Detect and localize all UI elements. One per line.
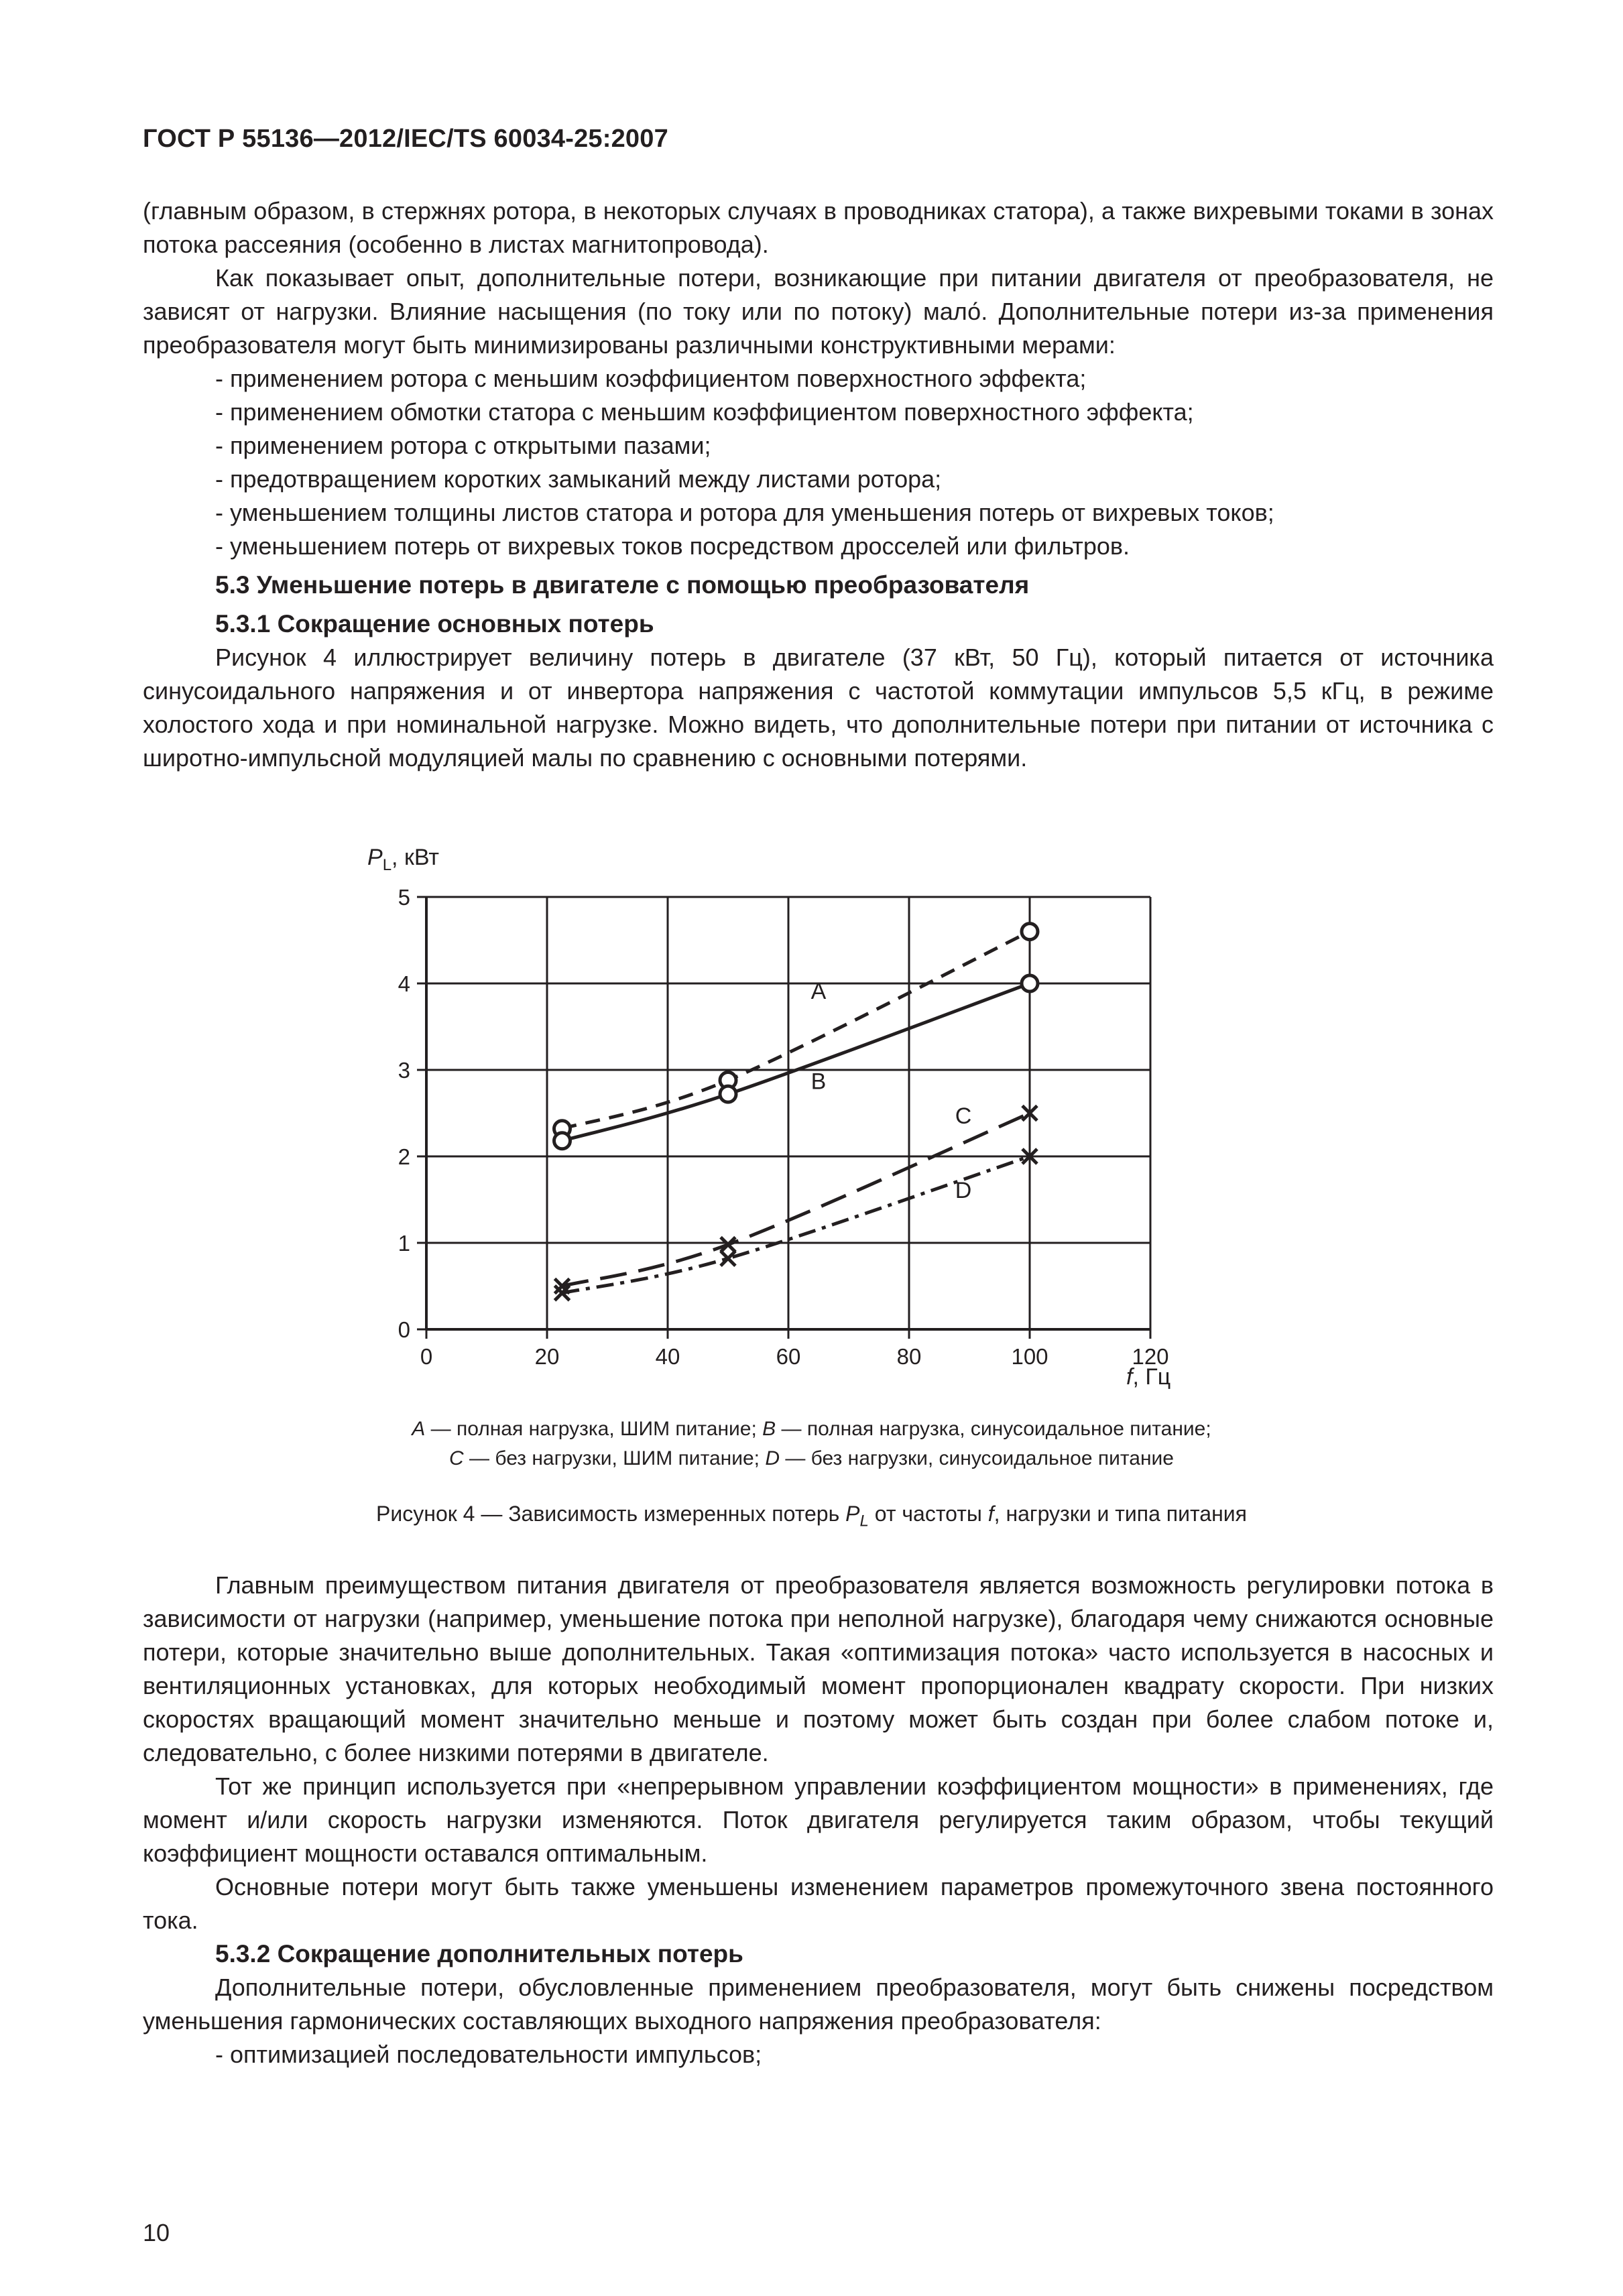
chart-grid	[426, 897, 1150, 1329]
legend-text: — полная нагрузка, ШИМ питание;	[425, 1418, 763, 1440]
page-number: 10	[143, 2219, 170, 2246]
data-point-b	[720, 1086, 736, 1102]
legend-key: B	[762, 1418, 776, 1440]
paragraph-intro: (главным образом, в стержнях ротора, в некоторых случаях в проводниках статора), а также вихревыми токами в зонах потока рассеяния (особенно в листах магнитопровода).	[143, 197, 1494, 258]
x-tick-label: 100	[1011, 1344, 1048, 1369]
section-heading-5-3-2: 5.3.2 Сокращение дополнительных потерь	[215, 1940, 743, 1968]
series-line-d	[562, 1156, 1030, 1293]
paragraph-additional-losses: Дополнительные потери, обусловленные применением преобразователя, могут быть снижены посредством уменьшения гармонических составляющих выходного напряжения преобразователя:	[143, 1974, 1494, 2035]
y-tick-label: 1	[398, 1231, 410, 1256]
list-item: - предотвращением коротких замыканий между листами ротора;	[215, 465, 942, 493]
section-heading-5-3: 5.3 Уменьшение потерь в двигателе с помощью преобразователя	[215, 571, 1030, 599]
data-point-b	[1022, 975, 1038, 991]
legend-line-1	[0, 1414, 1623, 1444]
list-item: - применением обмотки статора с меньшим коэффициентом поверхностного эффекта;	[215, 398, 1194, 426]
section-heading-5-3-1: 5.3.1 Сокращение основных потерь	[215, 610, 654, 638]
series-label-d: D	[955, 1177, 972, 1203]
x-tick-label: 120	[1132, 1344, 1169, 1369]
series-label-a: A	[810, 979, 827, 1005]
y-tick-label: 0	[398, 1317, 410, 1342]
legend-text: — без нагрузки, синусоидальное питание	[780, 1447, 1174, 1469]
list-item: - уменьшением потерь от вихревых токов посредством дросселей или фильтров.	[215, 532, 1130, 560]
legend-key: D	[765, 1447, 780, 1469]
y-tick-label: 4	[398, 971, 410, 996]
data-point-c	[721, 1237, 735, 1252]
y-tick-label: 5	[398, 885, 410, 910]
legend-text: — без нагрузки, ШИМ питание;	[463, 1447, 766, 1469]
series-line-a	[562, 932, 1030, 1129]
x-axis-label: f, Гц	[1126, 1364, 1171, 1390]
paragraph-experience: Как показывает опыт, дополнительные потери, возникающие при питании двигателя от преобразователя, не зависят от нагрузки. Влияние насыщения (по току или по потоку) мало́. Дополнительные потери из-за применения преобразователя могут быть минимизированы различными конструктивными мерами:	[143, 264, 1494, 359]
y-tick-label: 2	[398, 1144, 410, 1169]
data-point-b	[554, 1133, 570, 1149]
list-item: - уменьшением толщины листов статора и ротора для уменьшения потерь от вихревых токов;	[215, 499, 1274, 526]
legend-key: A	[412, 1418, 426, 1440]
paragraph-main-advantage: Главным преимуществом питания двигателя от преобразователя является возможность регулировки потока в зависимости от нагрузки (например, уменьшение потока при неполной нагрузке), благодаря чему снижаются основные потери, которые значительно выше дополнительных. Такая «оптимизация потока» часто используется в насосных и вентиляционных установках, для которых необходимый момент пропорционален квадрату скорости. При низких скоростях вращающий момент значительно меньше и поэтому может быть создан при более слабом потоке и, следовательно, с более низкими потерями в двигателе.	[143, 1571, 1494, 1766]
list-item: - оптимизацией последовательности импульсов;	[215, 2041, 762, 2068]
x-tick-label: 40	[655, 1344, 680, 1369]
document-header: ГОСТ Р 55136—2012/IEC/TS 60034-25:2007	[143, 125, 668, 153]
paragraph-dc-link: Основные потери могут быть также уменьшены изменением параметров промежуточного звена постоянного тока.	[143, 1873, 1494, 1934]
chart-ticks	[398, 885, 1169, 1369]
legend-text: — полная нагрузка, синусоидальное питание;	[776, 1418, 1211, 1440]
paragraph-figure-intro: Рисунок 4 иллюстрирует величину потерь в двигателе (37 кВт, 50 Гц), который питается от источника синусоидального напряжения и от инвертора напряжения с частотой коммутации импульсов 5,5 кГц, в режиме холостого хода и при номинальной нагрузке. Можно видеть, что дополнительные потери при питании от источника с широтно-импульсной модуляцией малы по сравнению с основными потерями.	[143, 644, 1494, 772]
series-label-c: C	[955, 1103, 972, 1129]
paragraph-principle: Тот же принцип используется при «непрерывном управлении коэффициентом мощности» в применениях, где момент и/или скорость нагрузки изменяются. Поток двигателя регулируется таким образом, чтобы текущий коэффициент мощности оставался оптимальным.	[143, 1772, 1494, 1867]
y-axis-label: $P_L$, кВт	[367, 845, 439, 874]
legend-line-2	[0, 1444, 1623, 1473]
data-point-a	[1022, 924, 1038, 940]
legend-key: C	[449, 1447, 464, 1469]
list-item: - применением ротора с меньшим коэффициентом поверхностного эффекта;	[215, 365, 1087, 392]
lower-text-block	[143, 1569, 1494, 2071]
figure-caption: Рисунок 4 — Зависимость измеренных потерь $P_L$ от частоты f, нагрузки и типа питания	[376, 1502, 1247, 1530]
chart-legend	[0, 1414, 1623, 1473]
list-item: - применением ротора с открытыми пазами;	[215, 432, 711, 459]
x-tick-label: 80	[896, 1344, 922, 1369]
x-tick-label: 0	[420, 1344, 433, 1369]
x-tick-label: 60	[776, 1344, 801, 1369]
series-label-b: B	[810, 1069, 827, 1095]
x-tick-label: 20	[534, 1344, 560, 1369]
y-tick-label: 3	[398, 1058, 410, 1083]
